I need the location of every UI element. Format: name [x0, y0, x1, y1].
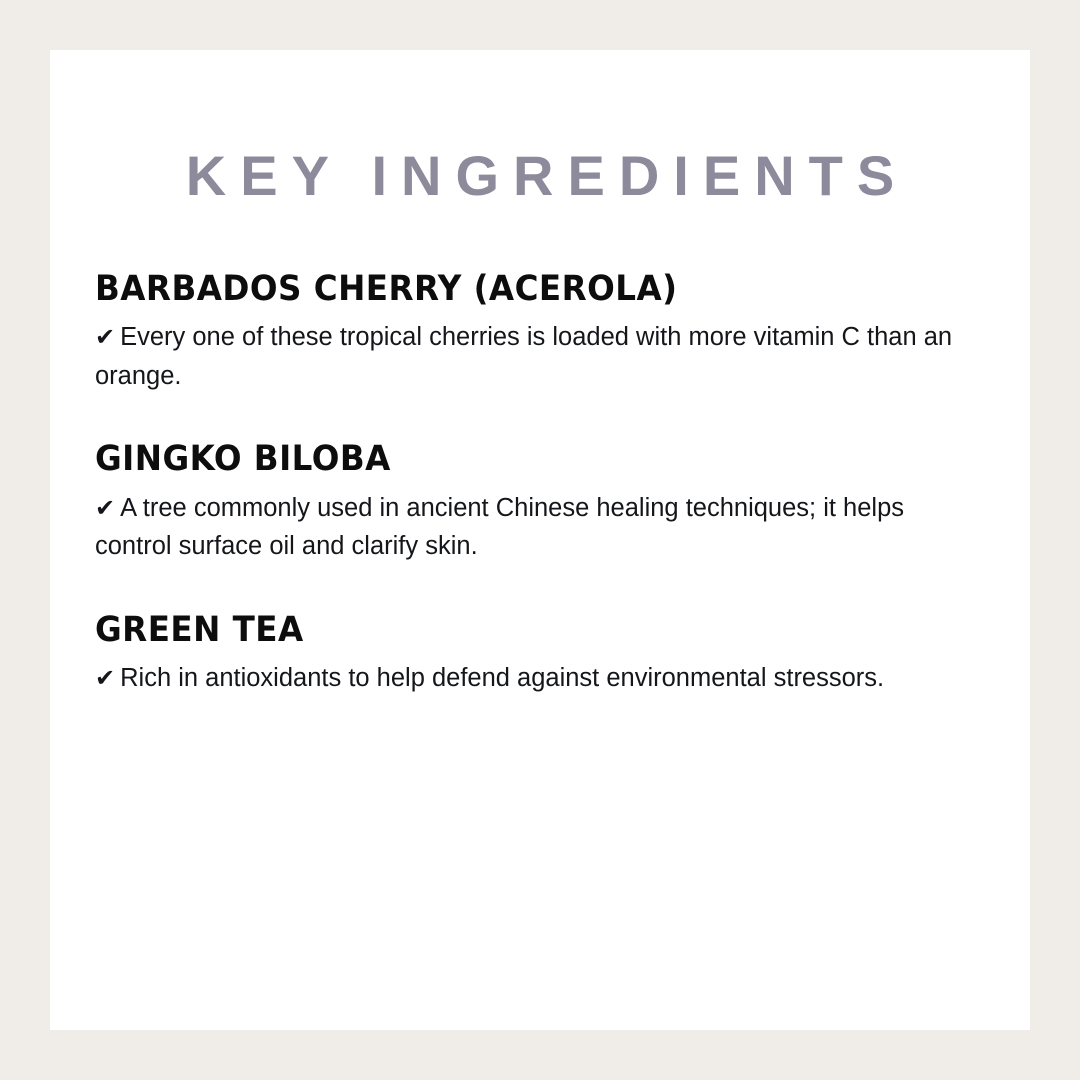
ingredient-description — [95, 489, 985, 567]
ingredient-description-text: A tree commonly used in ancient Chinese healing techniques; it helps control surface oil and clarify skin. — [95, 493, 904, 561]
check-icon: ✔ — [95, 494, 116, 522]
ingredient-description — [95, 318, 985, 396]
check-icon: ✔ — [95, 323, 116, 351]
ingredient-description — [95, 659, 985, 698]
list-item — [95, 439, 985, 566]
page-title: KEY INGREDIENTS — [185, 144, 909, 207]
ingredient-name: GINGKO BILOBA — [95, 439, 391, 480]
ingredients-card — [50, 50, 1030, 1030]
list-item — [95, 610, 985, 698]
check-icon: ✔ — [95, 665, 116, 693]
ingredient-name: GREEN TEA — [95, 610, 304, 651]
ingredient-description-text: Every one of these tropical cherries is loaded with more vitamin C than an orange. — [95, 322, 953, 390]
ingredient-name: BARBADOS CHERRY (ACEROLA) — [95, 268, 678, 309]
ingredients-list — [50, 269, 1030, 699]
ingredient-description-text: Rich in antioxidants to help defend against environmental stressors. — [120, 664, 885, 693]
list-item — [95, 269, 985, 396]
